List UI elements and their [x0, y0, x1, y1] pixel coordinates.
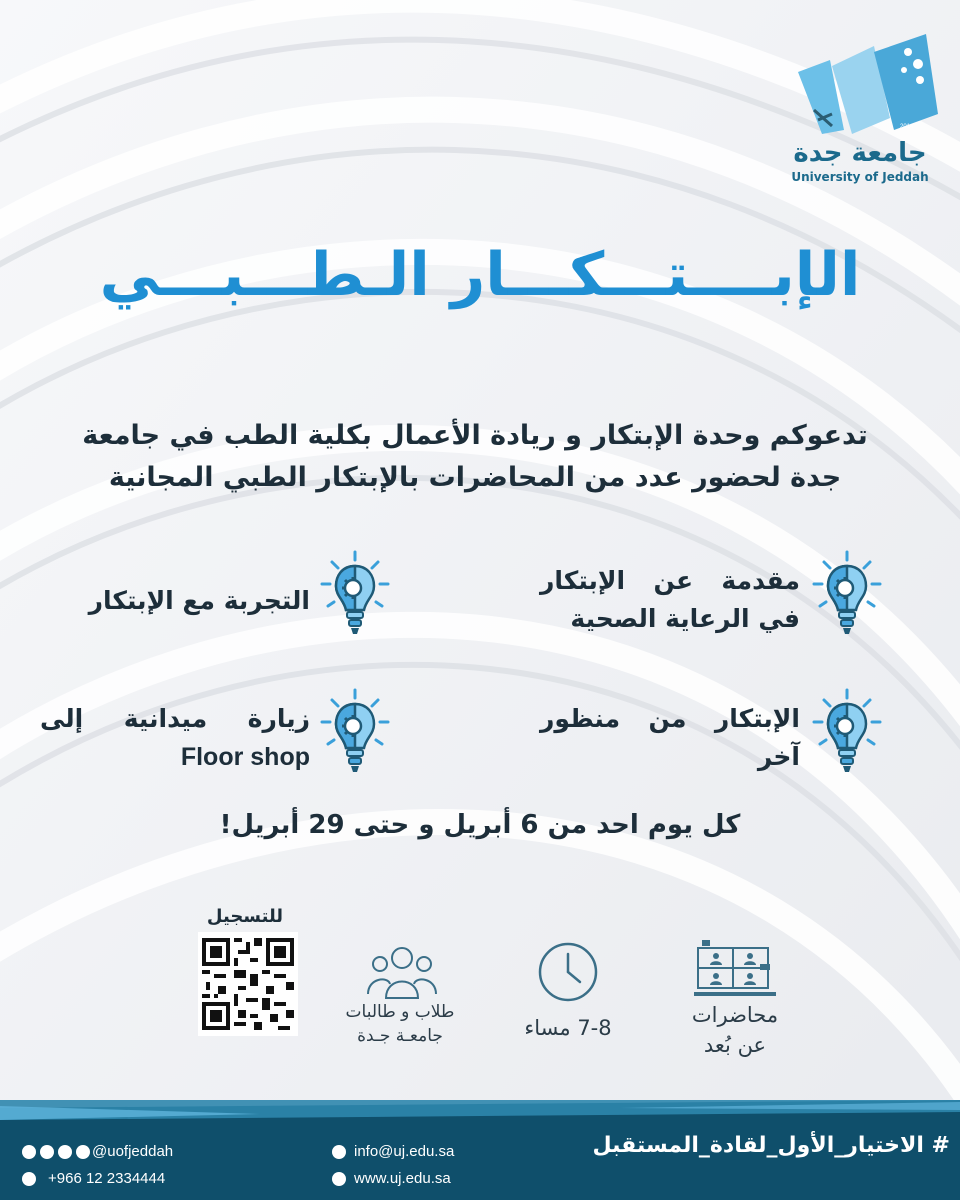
footer-email[interactable]: info@uj.edu.sa [354, 1143, 455, 1160]
schedule-text: كل يوم احد من 6 أبريل و حتى 29 أبريل! [219, 810, 741, 840]
lightbulb-gear-icon [320, 548, 390, 638]
topic-3-line-1: الإبتكار من منظور [540, 704, 800, 733]
footer-hashtag: # الاختيار_الأول_لقادة_المستقبل [592, 1133, 950, 1158]
logo-name-ar: جامعة جدة [793, 138, 927, 168]
lightbulb-gear-icon [812, 548, 882, 638]
twitter-icon[interactable] [40, 1145, 54, 1159]
clock-icon [536, 940, 600, 1004]
intro-line-1: تدعوكم وحدة الإبتكار و ريادة الأعمال بكلية الطب في جامعة [82, 420, 868, 451]
lightbulb-gear-icon [812, 686, 882, 776]
time-label: 7-8 مساء [524, 1016, 612, 1040]
video-conference-icon [690, 940, 780, 1000]
topic-2-line-1: التجربة مع الإبتكار [88, 586, 310, 615]
logo-year: 2014 [900, 124, 914, 130]
topic-1-line-1: مقدمة عن الإبتكار [540, 566, 800, 595]
audience-line-1: طلاب و طالبات [345, 1002, 455, 1022]
audience-line-2: جامعـة جـدة [357, 1026, 443, 1046]
linkedin-icon[interactable] [76, 1145, 90, 1159]
topic-2 [40, 582, 310, 620]
remote-line-1: محاضرات [691, 1003, 779, 1027]
topic-4-line-2: Floor shop [180, 743, 310, 771]
topic-1 [540, 562, 800, 638]
topic-4-line-1: زيارة ميدانية إلى [40, 704, 310, 733]
lightbulb-gear-icon [320, 686, 390, 776]
topic-4 [40, 700, 310, 776]
people-group-icon [362, 940, 442, 1004]
topic-3 [540, 700, 800, 776]
globe-icon [332, 1172, 346, 1186]
intro-highlight: المجانية [108, 462, 214, 493]
qr-code-icon[interactable] [198, 932, 298, 1036]
topic-3-line-2: آخر [757, 742, 800, 771]
remote-label [660, 1000, 810, 1060]
intro-line-2-text: جدة لحضور عدد من المحاضرات بالإبتكار الطبي [222, 462, 842, 493]
page-title: الإبــــتـــكـــار الـطـــبـــي [99, 240, 861, 310]
intro-text [70, 415, 880, 499]
instagram-icon[interactable] [22, 1145, 36, 1159]
register-label: للتسجيل [206, 906, 284, 927]
youtube-icon[interactable] [58, 1145, 72, 1159]
intro-line-2 [70, 457, 880, 499]
audience-label [330, 1000, 470, 1048]
logo-name-en: University of Jeddah [791, 170, 929, 184]
footer-website[interactable]: www.uj.edu.sa [354, 1170, 451, 1187]
footer-phone[interactable]: +966 12 2334444 [48, 1170, 166, 1187]
topic-1-line-2: في الرعاية الصحية [570, 604, 800, 633]
email-icon [332, 1145, 346, 1159]
remote-line-2: عن بُعد [703, 1033, 767, 1057]
phone-icon [22, 1172, 36, 1186]
footer-social-handle[interactable]: @uofjeddah [92, 1143, 174, 1160]
